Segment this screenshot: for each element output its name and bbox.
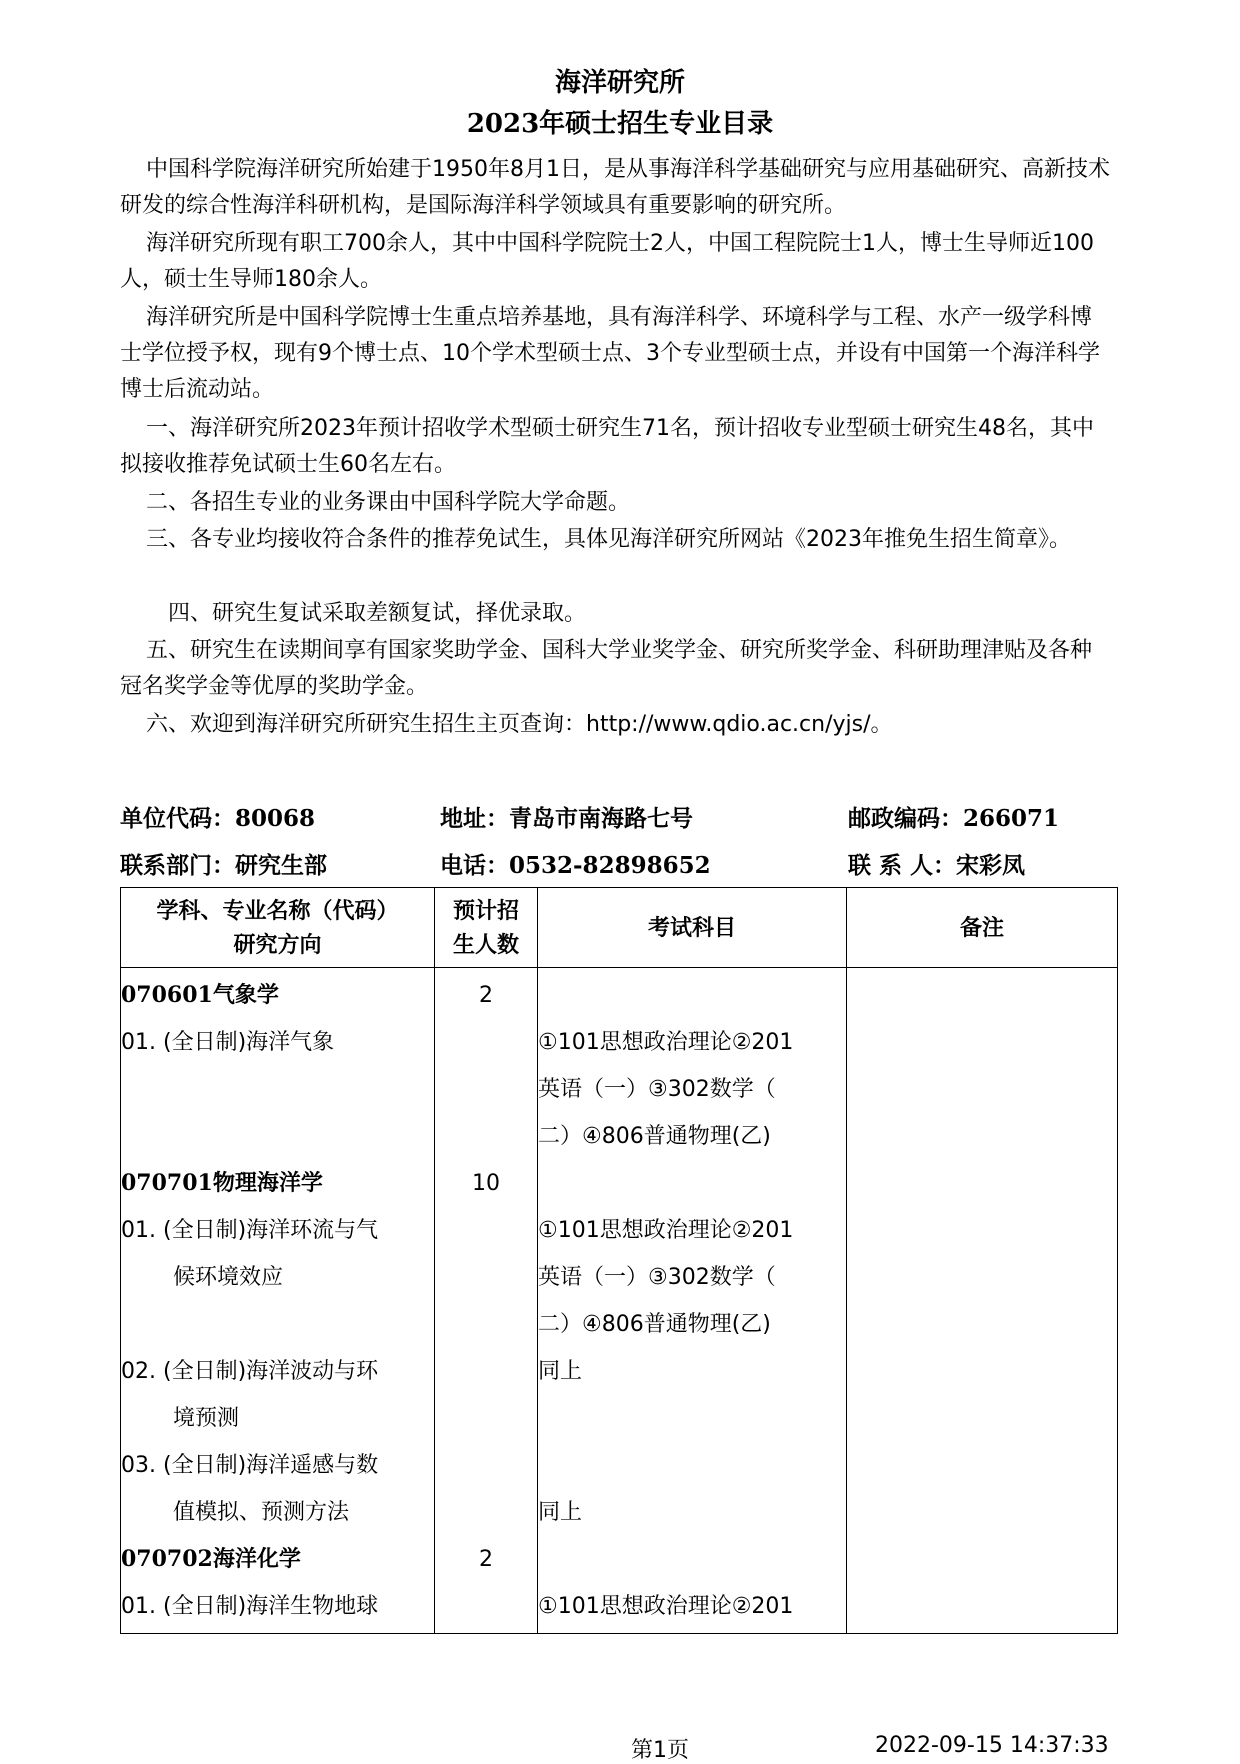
notice-item: 五、研究生在读期间享有国家奖助学金、国科大学业奖学金、研究所奖学金、科研助理津贴及各种冠名奖学金等优厚的奖助学金。	[120, 638, 1093, 699]
print-timestamp: 2022-09-15 14:37:33	[875, 1733, 1109, 1758]
notice-item: 三、各专业均接收符合条件的推荐免试生，具体见海洋研究所网站《2023年推免生招生简章》。	[146, 527, 1071, 552]
enrollment-count: 2	[479, 1547, 493, 1572]
intro-paragraph: 中国科学院海洋研究所始建于1950年8月1日，是从事海洋科学基础研究与应用基础研究、高新技术研发的综合性海洋科研机构，是国际海洋科学领域具有重要影响的研究所。	[120, 157, 1110, 218]
enrollment-count	[435, 1066, 537, 1113]
unit-code: 单位代码：80068	[120, 805, 316, 832]
intro-paragraph: 海洋研究所现有职工700余人，其中中国科学院院士2人，中国工程院院士1人，博士生导师近100人，硕士生导师180余人。	[120, 231, 1094, 292]
major-name: 070601气象学	[121, 982, 279, 1008]
exam-subjects: 英语（一）③302数学（	[538, 1077, 776, 1102]
intro-paragraph: 海洋研究所是中国科学院博士生重点培养基地，具有海洋科学、环境科学与工程、水产一级学科博士学位授予权，现有9个博士点、10个学术型硕士点、3个专业型硕士点，并设有中国第一个海洋科学博士后流动站。	[120, 305, 1100, 402]
notice-item: 四、研究生复试采取差额复试，择优录取。	[168, 601, 587, 626]
exam-subjects-column	[538, 968, 847, 1634]
research-direction: 03. (全日制)海洋遥感与数	[121, 1453, 379, 1478]
remarks-column	[847, 968, 1118, 1634]
enrollment-count	[435, 1583, 537, 1630]
contact-department: 联系部门：研究生部	[120, 852, 327, 879]
phone: 电话：0532-82898652	[440, 852, 711, 879]
exam-subjects: ①101思想政治理论②201	[538, 1030, 794, 1055]
exam-subjects: 同上	[538, 1500, 583, 1525]
page-number: 第1页	[631, 1738, 689, 1763]
research-direction-cont: 境预测	[173, 1406, 240, 1431]
table-header-row	[121, 888, 1118, 968]
document-subtitle: 2023年硕士招生专业目录	[466, 109, 774, 139]
research-direction: 01. (全日制)海洋生物地球	[121, 1594, 379, 1619]
contact-person: 联 系 人：宋彩凤	[848, 852, 1026, 879]
research-direction: 01. (全日制)海洋环流与气	[121, 1218, 379, 1243]
document-title: 海洋研究所	[554, 68, 685, 98]
enrollment-count	[435, 1489, 537, 1536]
enrollment-count	[435, 1301, 537, 1348]
spacer-line	[121, 1113, 434, 1160]
enrollment-count	[435, 1019, 537, 1066]
notice-item: 六、欢迎到海洋研究所研究生招生主页查询：http://www.qdio.ac.cn/yjs/。	[146, 712, 893, 737]
exam-subjects: 二）④806普通物理(乙)	[538, 1312, 771, 1337]
notice-item: 一、海洋研究所2023年预计招收学术型硕士研究生71名，预计招收专业型硕士研究生48名，其中拟接收推荐免试硕士生60名左右。	[120, 416, 1094, 477]
header-major: 学科、专业名称（代码） 研究方向	[121, 888, 435, 968]
research-direction-cont: 值模拟、预测方法	[173, 1500, 350, 1525]
major-name: 070701物理海洋学	[121, 1170, 323, 1196]
research-direction: 01. (全日制)海洋气象	[121, 1030, 335, 1055]
major-name: 070702海洋化学	[121, 1546, 301, 1572]
exam-subjects	[538, 972, 846, 1019]
exam-subjects	[538, 1395, 846, 1442]
enrollment-count	[435, 1207, 537, 1254]
exam-subjects	[538, 1536, 846, 1583]
exam-subjects: ①101思想政治理论②201	[538, 1218, 794, 1243]
exam-subjects	[538, 1442, 846, 1489]
exam-subjects: ①101思想政治理论②201	[538, 1594, 794, 1619]
enrollment-column	[435, 968, 538, 1634]
enrollment-count	[435, 1348, 537, 1395]
exam-subjects: 同上	[538, 1359, 583, 1384]
exam-subjects: 二）④806普通物理(乙)	[538, 1124, 771, 1149]
address: 地址：青岛市南海路七号	[440, 805, 693, 832]
enrollment-count: 2	[479, 983, 493, 1008]
program-table	[120, 887, 1118, 1634]
header-enrollment: 预计招 生人数	[435, 888, 538, 968]
header-exam-subjects: 考试科目	[538, 888, 847, 968]
enrollment-count	[435, 1395, 537, 1442]
research-direction: 02. (全日制)海洋波动与环	[121, 1359, 379, 1384]
postcode: 邮政编码：266071	[848, 805, 1060, 832]
enrollment-count	[435, 1254, 537, 1301]
notice-item: 二、各招生专业的业务课由中国科学院大学命题。	[146, 490, 631, 515]
spacer-line	[121, 1066, 434, 1113]
major-column	[121, 968, 435, 1634]
table-row	[121, 968, 1118, 1634]
exam-subjects	[538, 1160, 846, 1207]
header-remarks: 备注	[847, 888, 1118, 968]
enrollment-count	[435, 1113, 537, 1160]
enrollment-count: 10	[472, 1171, 500, 1196]
research-direction-cont: 候环境效应	[173, 1265, 284, 1290]
enrollment-count	[435, 1442, 537, 1489]
exam-subjects: 英语（一）③302数学（	[538, 1265, 776, 1290]
spacer-line	[121, 1301, 434, 1348]
